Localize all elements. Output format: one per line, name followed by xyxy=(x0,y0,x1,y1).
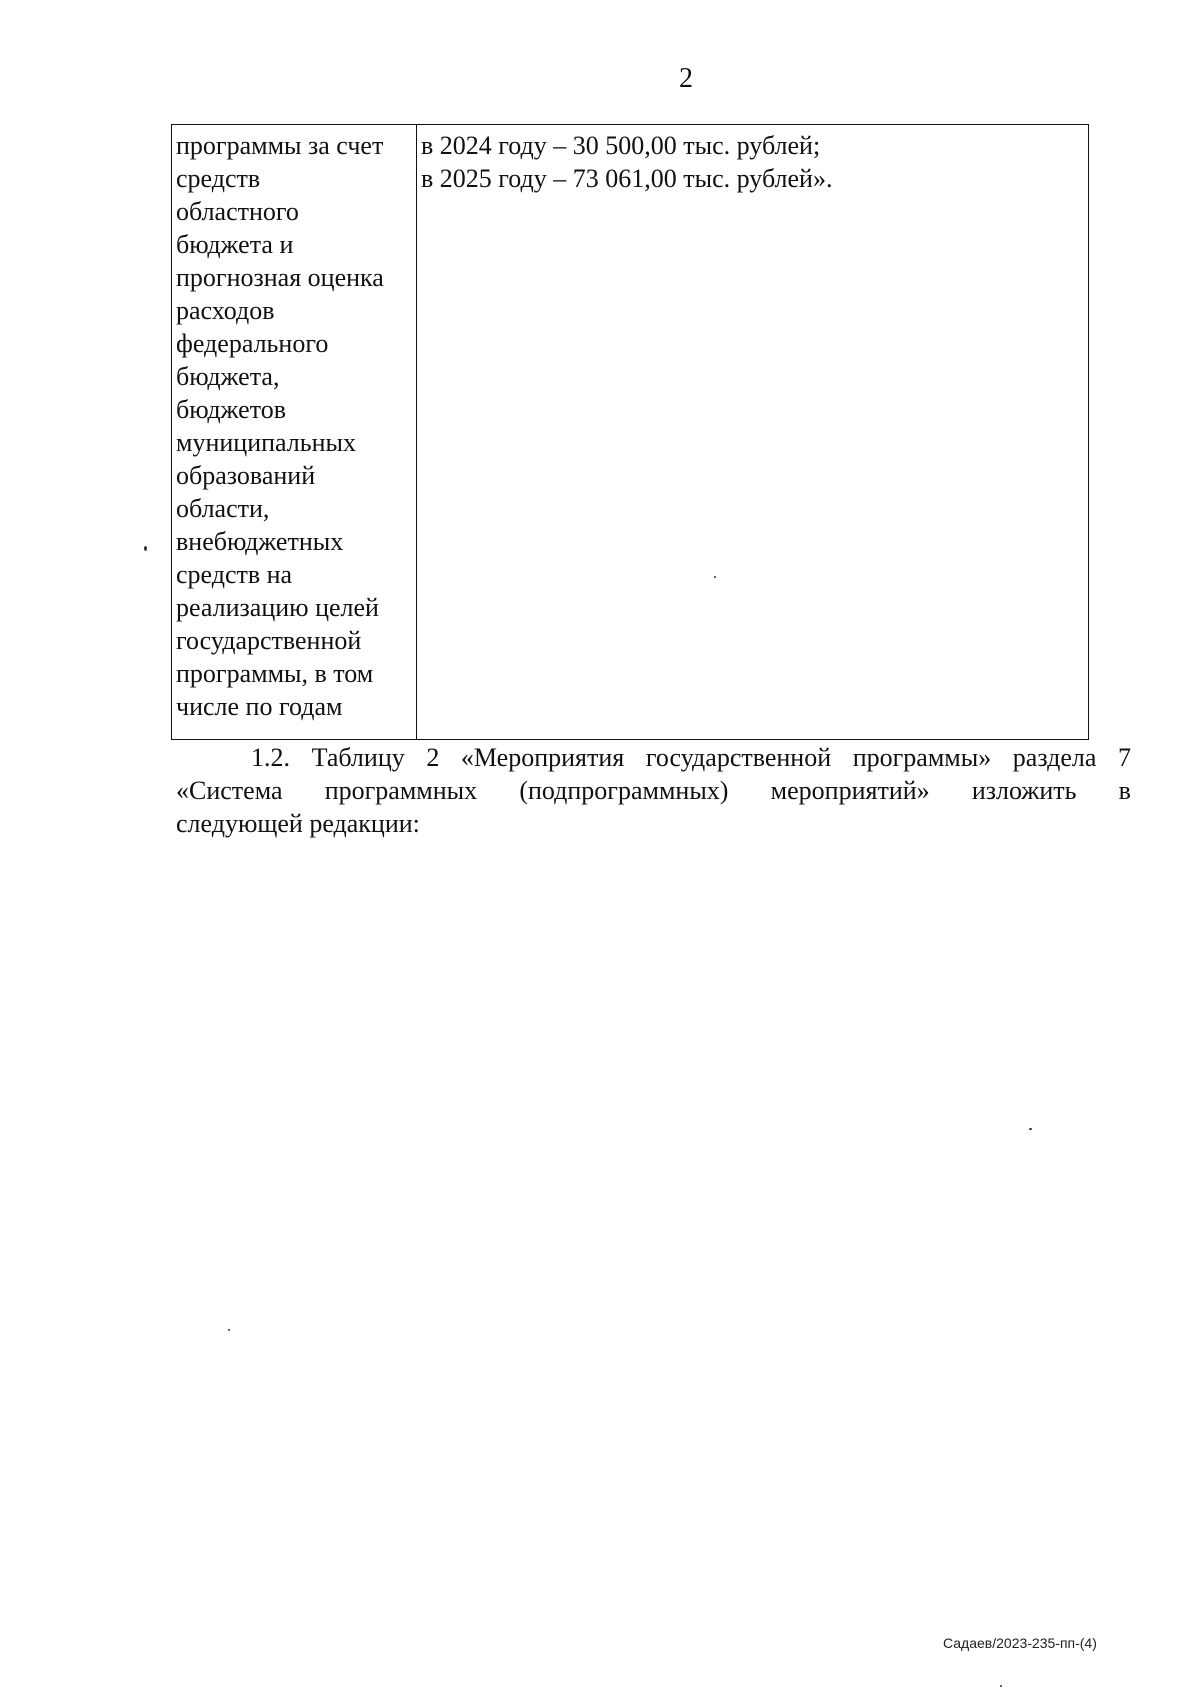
cell-line: бюджета, xyxy=(176,362,280,391)
cell-line: внебюджетных xyxy=(176,527,344,556)
document-code: Садаев/2023-235-пп-(4) xyxy=(943,1635,1097,1651)
table-row xyxy=(172,125,1089,740)
amendment-paragraph xyxy=(176,741,1131,840)
cell-line: средств xyxy=(176,164,261,193)
scan-speck xyxy=(1029,1128,1032,1130)
cell-line: бюджетов xyxy=(176,395,287,424)
cell-line: программы, в том xyxy=(176,659,374,688)
paragraph-line xyxy=(176,741,1131,774)
paragraph-word: 7 xyxy=(1118,743,1131,772)
cell-line: прогнозная оценка xyxy=(176,263,384,292)
paragraph-word: 1.2. xyxy=(251,743,290,772)
cell-line: в 2025 году – 73 061,00 тыс. рублей». xyxy=(421,164,833,193)
cell-line: образований xyxy=(176,461,316,490)
cell-line: области, xyxy=(176,494,270,523)
paragraph-word: «Мероприятия xyxy=(460,743,625,772)
scan-speck xyxy=(144,546,147,551)
cell-line: расходов xyxy=(176,296,275,325)
table-cell-value xyxy=(417,125,1089,740)
cell-line: реализацию целей xyxy=(176,593,379,622)
paragraph-word: 2 xyxy=(426,743,440,772)
page-number: 2 xyxy=(679,63,693,94)
paragraph-line: следующей редакции: xyxy=(176,809,420,838)
cell-line: государственной xyxy=(176,626,362,655)
paragraph-word: программных xyxy=(324,776,478,805)
scan-speck xyxy=(228,1329,230,1331)
paragraph-line xyxy=(176,774,1131,807)
cell-line: муниципальных xyxy=(176,428,357,457)
paragraph-word: мероприятий» xyxy=(770,776,930,805)
paragraph-word: изложить xyxy=(971,776,1077,805)
paragraph-word: «Система xyxy=(176,776,283,805)
cell-line: числе по годам xyxy=(176,692,343,721)
scan-speck xyxy=(714,576,716,578)
passport-table xyxy=(171,124,1089,740)
scan-speck xyxy=(1000,1685,1002,1687)
cell-line: программы за счет xyxy=(176,131,384,160)
paragraph-word: раздела xyxy=(1012,743,1097,772)
table-cell-label xyxy=(172,125,417,740)
cell-line: областного xyxy=(176,197,299,226)
paragraph-word: Таблицу xyxy=(311,743,405,772)
paragraph-word: (подпрограммных) xyxy=(519,776,729,805)
cell-line: средств на xyxy=(176,560,293,589)
paragraph-word: в xyxy=(1118,776,1131,805)
cell-line: бюджета и xyxy=(176,230,294,259)
cell-line: федерального xyxy=(176,329,329,358)
cell-line: в 2024 году – 30 500,00 тыс. рублей; xyxy=(421,131,821,160)
paragraph-word: государственной xyxy=(645,743,832,772)
paragraph-word: программы» xyxy=(852,743,992,772)
